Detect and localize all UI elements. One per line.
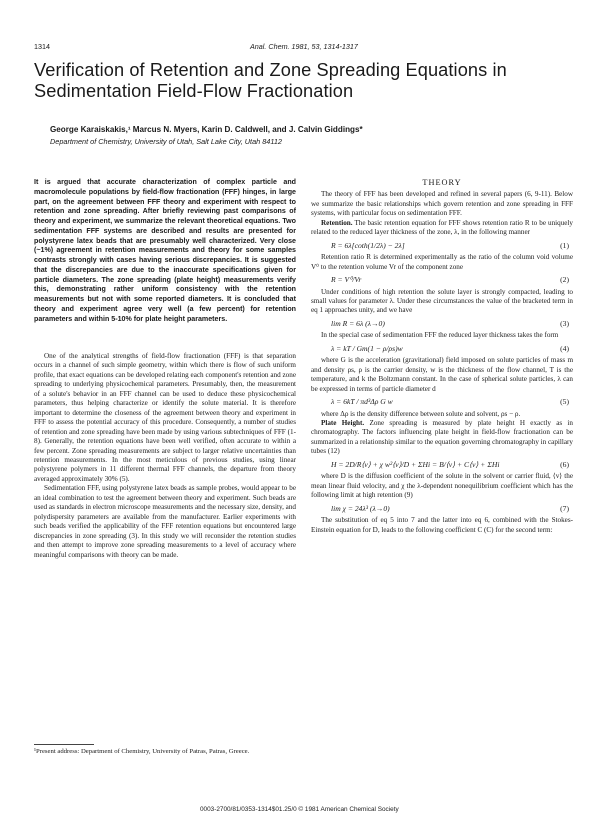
article-title: Verification of Retention and Zone Spreading Equations in Sedimentation Field-Flow Fractionation xyxy=(34,60,507,101)
plate-height-text: Zone spreading is measured by plate height H exactly as in chromatography. The factors influencing plate height in field-flow fractionation can be summarized in a relationship similar to the equation governing chromatography in capillary tubes (12) xyxy=(311,418,573,456)
equation-body: H = 2D/R⟨v⟩ + χ w²⟨v⟩/D + ΣHi = B/⟨v⟩ + C⟨v⟩ + ΣHi xyxy=(331,459,500,469)
paragraph: Retention ratio R is determined experimentally as the ratio of the column void volume V⁰ to the retention volume Vr of the component zone xyxy=(311,253,573,271)
equation-body: λ = 6kT / πd³Δρ G w xyxy=(331,397,393,407)
equation-number: (3) xyxy=(560,318,569,328)
author-list: George Karaiskakis,¹ Marcus N. Myers, Karin D. Caldwell, and J. Calvin Giddings* xyxy=(50,125,363,134)
paragraph: where D is the diffusion coefficient of the solute in the solvent or carrier fluid, ⟨v⟩ the mean linear fluid velocity, and χ the λ-dependent nonequilibrium coefficient which has the following limit at high retention (9) xyxy=(311,472,573,500)
subheading-retention: Retention. xyxy=(321,218,353,227)
paragraph: where G is the acceleration (gravitational) field imposed on solute particles of mass m and density ρs, ρ is the carrier density, w is the thickness of the flow channel, T is the temperature, and k the Boltzmann constant. In the case of spherical solute particles, λ can be expressed in terms of particle diameter d xyxy=(311,356,573,393)
footnote-rule xyxy=(34,744,94,745)
equation-body: lim χ = 24λ³ (λ→0) xyxy=(331,503,390,513)
subheading-plate-height: Plate Height. xyxy=(321,418,365,427)
equation-body: R = V⁰/Vr xyxy=(331,275,362,285)
retention-text: The basic retention equation for FFF shows retention ratio R to be uniquely related to the reduced layer thickness of the zone, λ, in the following manner xyxy=(311,218,573,237)
paragraph: In the special case of sedimentation FFF the reduced layer thickness takes the form xyxy=(321,331,559,340)
paragraph: where Δρ is the density difference between solute and solvent, ρs − ρ. xyxy=(321,409,521,418)
equation-body: R = 6λ[coth(1/2λ) − 2λ] xyxy=(331,240,405,250)
page-number: 1314 xyxy=(34,42,50,51)
equation-number: (7) xyxy=(560,503,569,513)
equation-number: (6) xyxy=(560,459,569,469)
equation-1 xyxy=(311,241,573,250)
equation-body: λ = kT / Gm(1 − ρ/ρs)w xyxy=(331,343,403,353)
equation-number: (4) xyxy=(560,343,569,353)
section-heading-theory: THEORY xyxy=(422,178,462,187)
equation-number: (5) xyxy=(560,397,569,407)
equation-6 xyxy=(311,460,573,469)
left-column xyxy=(34,352,296,560)
plate-height-paragraph xyxy=(311,419,573,457)
equation-2 xyxy=(311,275,573,284)
affiliation: Department of Chemistry, University of Utah, Salt Lake City, Utah 84112 xyxy=(50,137,282,146)
footnote: ¹Present address: Department of Chemistry, University of Patras, Patras, Greece. xyxy=(34,748,250,755)
equation-7 xyxy=(311,504,573,513)
equation-number: (1) xyxy=(560,240,569,250)
intro-paragraph: Sedimentation FFF, using polystyrene latex beads as sample probes, would appear to be an ideal combination to test the agreement between theory and experiment. Such beads are used as standards in electron microscope measurements and the necessary size, density, and polydispersity parameters are available from the manufacturer. Earlier experiments with such beads verified the applicability of the FFF retention equations but encountered large discrepancies in zone spreading (3). In this study we will reconsider the retention studies and then attempt to improve zone spreading measurements to a level of accuracy where meaningful comparisons with theory can be made. xyxy=(34,484,296,559)
paragraph: Under conditions of high retention the solute layer is strongly compacted, leading to small values for parameter λ. Under these circumstances the value of the bracketed term in eq 1 approaches unity, and we have xyxy=(311,287,573,315)
intro-paragraph: One of the analytical strengths of field-flow fractionation (FFF) is that separation occurs in a channel of such simple geometry, within which there is flow of such uniform profile, that exact equations can be developed relating each component's retention and zone spreading to underlying physicochemical parameters. Presumably, then, the measurement of a solute's behavior in an FFF channel can be used to deduce these physicochemical parameters, thus helping characterize or identify the solute material. It is therefore important to determine the closeness of the agreement between theory and experiment in FFF to assess the potential accuracy of this procedure. Consequently, a number of studies of retention and zone spreading have been made by using various subtechniques of FFF (1-8). Generally, the retention equations have been well verified, often accurate to within a few percent. Zone spreading measurements are subject to larger relative uncertainties than retention measurements. In the most meticulous of previous studies, using linear polystyrene polymers in 11 different thermal FFF channels, the departure from theory averaged approximately 30% (5). xyxy=(34,352,296,483)
equation-5 xyxy=(311,397,573,406)
theory-intro: The theory of FFF has been developed and refined in several papers (6, 9-11). Below we summarize the basic relationships which govern retention and zone spreading in FFF systems, with particular focus on sedimentation FFF. xyxy=(311,190,573,218)
copyright-footer: 0003-2700/81/0353-1314$01.25/0 © 1981 American Chemical Society xyxy=(200,806,399,813)
abstract: It is argued that accurate characterization of complex particle and macromolecule populations by field-flow fractionation (FFF) hinges, in large part, on the agreement between FFF theory and experiment with respect to retention and zone spreading. After briefly reviewing past comparisons of theory and experiment, we summarize the relevant theoretical equations. Two sedimentation FFF systems are described and results are presented for polystyrene latex beads that are presumably well characterized. Very close (~1%) agreement in retention measurements and theory for some samples contrasts strongly with cases having serious discrepancies. It is suggested that the discrepancies are due to the inaccurate specifications given for particle diameters. The zone spreading (plate height) measurements verify this, demonstrating rather uniform consistency with the retention measurements but not with some reported diameters. It is concluded that theory and experiment agree very well (a few percent) for retention parameters and within 5-10% for plate height parameters. xyxy=(34,178,296,323)
equation-body: lim R = 6λ (λ→0) xyxy=(331,318,385,328)
equation-4 xyxy=(311,344,573,353)
right-column xyxy=(311,178,573,535)
journal-citation: Anal. Chem. 1981, 53, 1314-1317 xyxy=(250,42,358,51)
paragraph: The substitution of eq 5 into 7 and the latter into eq 6, combined with the Stokes-Einstein equation for D, leads to the following coefficient C (C) for the second term: xyxy=(311,516,573,534)
equation-number: (2) xyxy=(560,275,569,285)
retention-paragraph xyxy=(311,219,573,238)
equation-3 xyxy=(311,319,573,328)
